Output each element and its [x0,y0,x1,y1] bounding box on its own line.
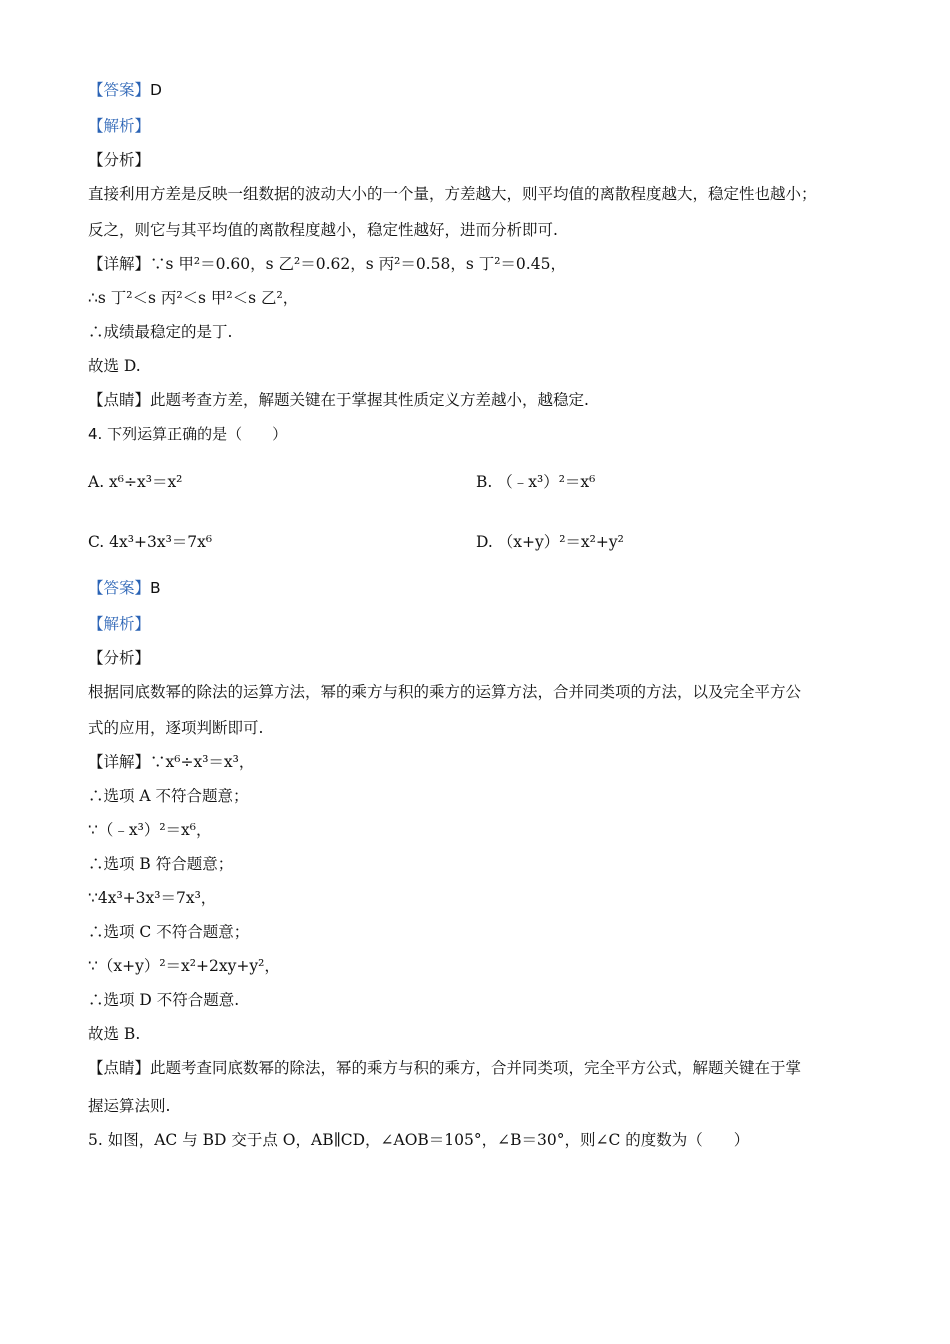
answer-line [88,80,162,100]
conclusion-line: 故选 D. [88,357,141,375]
answer-tag: 【答案】 [88,81,151,99]
answer-line [88,578,161,598]
option-d: D. （x+y）²＝x²+y² [476,533,624,551]
detail-text: ∵x⁶÷x³＝x³， [150,753,255,771]
detail-line [88,752,254,772]
analysis-line: 根据同底数幂的除法的运算方法，幂的乘方与积的乘方的运算方法，合并同类项的方法，以及完全平方公 [88,683,802,701]
detail-line: ∴选项 C 不符合题意； [88,923,250,941]
detail-line: ∴选项 D 不符合题意. [88,991,240,1009]
analysis-line: 直接利用方差是反映一组数据的波动大小的一个量，方差越大，则平均值的离散程度越大，稳定性也越小； [88,185,817,203]
comment-line [88,1058,801,1078]
question-4: 4. 下列运算正确的是（ ） [88,425,288,443]
detail-text: ∵s 甲²＝0.60，s 乙²＝0.62，s 丙²＝0.58，s 丁²＝0.45， [150,255,566,273]
comment-text: 此题考查同底数幂的除法，幂的乘方与积的乘方，合并同类项，完全平方公式，解题关键在于掌 [150,1059,802,1077]
answer-tag: 【答案】 [88,579,151,597]
conclusion-line: 故选 B. [88,1025,141,1043]
option-a: A. x⁶÷x³＝x² [88,473,183,491]
question-5: 5. 如图，AC 与 BD 交于点 O，AB∥CD，∠AOB＝105°，∠B＝30°，则∠C 的度数为（ ） [88,1131,750,1149]
detail-tag: 【详解】 [88,255,151,273]
analysis-line: 式的应用，逐项判断即可. [88,719,264,737]
option-c: C. 4x³+3x³＝7x⁶ [88,533,213,551]
answer-value: D [150,81,162,99]
detail-tag: 【详解】 [88,753,151,771]
detail-line: ∵（x+y）²＝x²+2xy+y²， [88,957,280,975]
jiexi-tag: 【解析】 [88,615,151,633]
fenxi-tag: 【分析】 [88,151,151,169]
analysis-line: 反之，则它与其平均值的离散程度越小，稳定性越好，进而分析即可. [88,221,558,239]
comment-tag: 【点睛】 [88,1059,151,1077]
detail-line: ∴选项 A 不符合题意； [88,787,249,805]
fenxi-tag: 【分析】 [88,649,151,667]
detail-line: ∴成绩最稳定的是丁. [88,323,233,341]
detail-line [88,254,566,274]
detail-line: ∴s 丁²＜s 丙²＜s 甲²＜s 乙²， [88,289,299,307]
comment-text: 此题考查方差，解题关键在于掌握其性质定义方差越小，越稳定. [150,391,589,409]
comment-line [88,390,589,410]
answer-value: B [150,579,161,597]
detail-line: ∵（﹣x³）²＝x⁶， [88,821,212,839]
comment-line: 握运算法则. [88,1097,171,1115]
comment-tag: 【点睛】 [88,391,151,409]
detail-line: ∵4x³+3x³＝7x³， [88,889,217,907]
detail-line: ∴选项 B 符合题意； [88,855,234,873]
option-b: B. （﹣x³）²＝x⁶ [476,473,596,491]
jiexi-tag: 【解析】 [88,117,151,135]
